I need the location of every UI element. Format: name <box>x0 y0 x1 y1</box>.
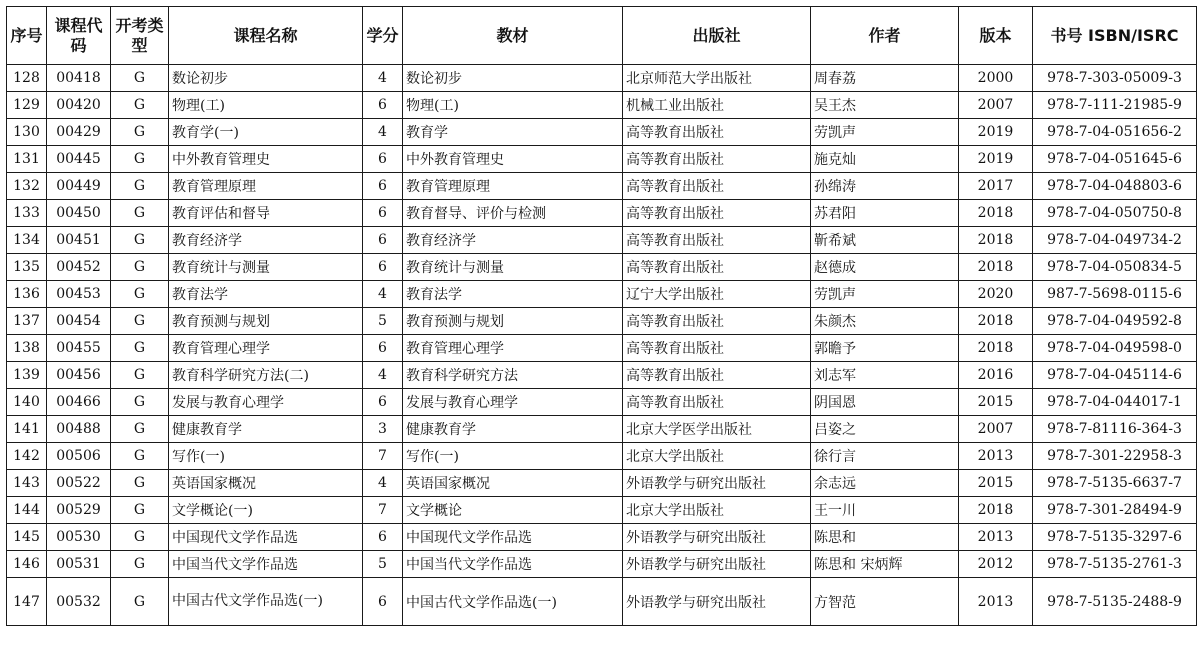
cell-seq: 144 <box>7 497 47 524</box>
cell-course: 教育统计与测量 <box>169 254 363 281</box>
cell-seq: 138 <box>7 335 47 362</box>
cell-publisher: 外语教学与研究出版社 <box>623 470 811 497</box>
cell-textbook: 发展与教育心理学 <box>403 389 623 416</box>
cell-publisher: 高等教育出版社 <box>623 308 811 335</box>
cell-code: 00466 <box>47 389 111 416</box>
cell-credit: 4 <box>363 65 403 92</box>
cell-seq: 142 <box>7 443 47 470</box>
cell-isbn: 978-7-04-045114-6 <box>1033 362 1197 389</box>
table-row <box>7 578 1197 626</box>
cell-course: 中国当代文学作品选 <box>169 551 363 578</box>
cell-isbn: 978-7-301-22958-3 <box>1033 443 1197 470</box>
cell-edition: 2013 <box>959 524 1033 551</box>
cell-isbn: 978-7-04-048803-6 <box>1033 173 1197 200</box>
cell-textbook: 教育经济学 <box>403 227 623 254</box>
table-row <box>7 200 1197 227</box>
cell-textbook: 教育学 <box>403 119 623 146</box>
cell-code: 00454 <box>47 308 111 335</box>
cell-credit: 6 <box>363 335 403 362</box>
cell-course: 物理(工) <box>169 92 363 119</box>
cell-code: 00445 <box>47 146 111 173</box>
cell-edition: 2016 <box>959 362 1033 389</box>
cell-code: 00488 <box>47 416 111 443</box>
cell-author: 方智范 <box>811 578 959 626</box>
table-body <box>7 65 1197 626</box>
cell-code: 00450 <box>47 200 111 227</box>
cell-type: G <box>111 551 169 578</box>
cell-edition: 2000 <box>959 65 1033 92</box>
cell-code: 00451 <box>47 227 111 254</box>
cell-author: 周春荔 <box>811 65 959 92</box>
cell-isbn: 978-7-5135-2488-9 <box>1033 578 1197 626</box>
cell-type: G <box>111 146 169 173</box>
cell-seq: 145 <box>7 524 47 551</box>
table-row <box>7 119 1197 146</box>
cell-author: 施克灿 <box>811 146 959 173</box>
cell-code: 00420 <box>47 92 111 119</box>
cell-edition: 2018 <box>959 254 1033 281</box>
cell-isbn: 978-7-04-050750-8 <box>1033 200 1197 227</box>
cell-seq: 140 <box>7 389 47 416</box>
cell-textbook: 教育科学研究方法 <box>403 362 623 389</box>
cell-isbn: 978-7-303-05009-3 <box>1033 65 1197 92</box>
cell-code: 00452 <box>47 254 111 281</box>
cell-course: 文学概论(一) <box>169 497 363 524</box>
table-row <box>7 92 1197 119</box>
header-textbook: 教材 <box>403 7 623 65</box>
cell-type: G <box>111 443 169 470</box>
cell-type: G <box>111 524 169 551</box>
cell-seq: 133 <box>7 200 47 227</box>
cell-course: 中国现代文学作品选 <box>169 524 363 551</box>
cell-publisher: 高等教育出版社 <box>623 335 811 362</box>
cell-type: G <box>111 308 169 335</box>
cell-credit: 3 <box>363 416 403 443</box>
cell-isbn: 978-7-04-049598-0 <box>1033 335 1197 362</box>
cell-textbook: 教育预测与规划 <box>403 308 623 335</box>
cell-isbn: 978-7-04-050834-5 <box>1033 254 1197 281</box>
cell-publisher: 高等教育出版社 <box>623 146 811 173</box>
cell-edition: 2019 <box>959 146 1033 173</box>
cell-credit: 6 <box>363 92 403 119</box>
cell-textbook: 中外教育管理史 <box>403 146 623 173</box>
cell-course: 教育科学研究方法(二) <box>169 362 363 389</box>
table-row <box>7 389 1197 416</box>
cell-code: 00449 <box>47 173 111 200</box>
header-seq: 序号 <box>7 7 47 65</box>
cell-publisher: 外语教学与研究出版社 <box>623 524 811 551</box>
cell-seq: 134 <box>7 227 47 254</box>
cell-publisher: 高等教育出版社 <box>623 227 811 254</box>
cell-author: 劳凯声 <box>811 281 959 308</box>
cell-textbook: 教育督导、评价与检测 <box>403 200 623 227</box>
header-isbn: 书号 ISBN/ISRC <box>1033 7 1197 65</box>
cell-course: 教育管理心理学 <box>169 335 363 362</box>
table-row <box>7 470 1197 497</box>
cell-isbn: 978-7-5135-2761-3 <box>1033 551 1197 578</box>
cell-seq: 129 <box>7 92 47 119</box>
cell-course: 发展与教育心理学 <box>169 389 363 416</box>
cell-publisher: 高等教育出版社 <box>623 119 811 146</box>
cell-edition: 2018 <box>959 497 1033 524</box>
cell-publisher: 辽宁大学出版社 <box>623 281 811 308</box>
table-row <box>7 362 1197 389</box>
cell-author: 郭瞻予 <box>811 335 959 362</box>
cell-edition: 2018 <box>959 200 1033 227</box>
cell-publisher: 北京师范大学出版社 <box>623 65 811 92</box>
cell-author: 刘志军 <box>811 362 959 389</box>
header-type: 开考类型 <box>111 7 169 65</box>
cell-seq: 143 <box>7 470 47 497</box>
cell-seq: 146 <box>7 551 47 578</box>
cell-author: 孙绵涛 <box>811 173 959 200</box>
cell-isbn: 978-7-301-28494-9 <box>1033 497 1197 524</box>
cell-credit: 6 <box>363 254 403 281</box>
cell-credit: 4 <box>363 362 403 389</box>
cell-isbn: 978-7-111-21985-9 <box>1033 92 1197 119</box>
table-row <box>7 281 1197 308</box>
cell-course: 数论初步 <box>169 65 363 92</box>
cell-isbn: 978-7-04-049734-2 <box>1033 227 1197 254</box>
table-row <box>7 335 1197 362</box>
cell-author: 余志远 <box>811 470 959 497</box>
cell-textbook: 文学概论 <box>403 497 623 524</box>
cell-type: G <box>111 227 169 254</box>
cell-author: 吴王杰 <box>811 92 959 119</box>
cell-type: G <box>111 470 169 497</box>
course-textbook-table <box>6 6 1197 626</box>
table-row <box>7 443 1197 470</box>
cell-course: 写作(一) <box>169 443 363 470</box>
cell-isbn: 978-7-04-051645-6 <box>1033 146 1197 173</box>
cell-type: G <box>111 362 169 389</box>
cell-edition: 2007 <box>959 416 1033 443</box>
cell-textbook: 教育管理心理学 <box>403 335 623 362</box>
cell-seq: 136 <box>7 281 47 308</box>
table-row <box>7 65 1197 92</box>
header-edition: 版本 <box>959 7 1033 65</box>
table-row <box>7 146 1197 173</box>
cell-author: 劳凯声 <box>811 119 959 146</box>
cell-seq: 131 <box>7 146 47 173</box>
cell-isbn: 978-7-04-051656-2 <box>1033 119 1197 146</box>
cell-seq: 139 <box>7 362 47 389</box>
cell-credit: 5 <box>363 551 403 578</box>
cell-textbook: 教育管理原理 <box>403 173 623 200</box>
cell-type: G <box>111 92 169 119</box>
cell-type: G <box>111 65 169 92</box>
cell-course: 教育管理原理 <box>169 173 363 200</box>
header-publisher: 出版社 <box>623 7 811 65</box>
cell-code: 00429 <box>47 119 111 146</box>
cell-edition: 2015 <box>959 470 1033 497</box>
cell-credit: 6 <box>363 200 403 227</box>
header-row <box>7 7 1197 65</box>
cell-code: 00522 <box>47 470 111 497</box>
header-course: 课程名称 <box>169 7 363 65</box>
cell-publisher: 高等教育出版社 <box>623 200 811 227</box>
cell-author: 阴国恩 <box>811 389 959 416</box>
cell-type: G <box>111 254 169 281</box>
cell-publisher: 高等教育出版社 <box>623 173 811 200</box>
cell-credit: 6 <box>363 227 403 254</box>
cell-author: 陈思和 <box>811 524 959 551</box>
cell-isbn: 978-7-81116-364-3 <box>1033 416 1197 443</box>
cell-edition: 2007 <box>959 92 1033 119</box>
cell-edition: 2019 <box>959 119 1033 146</box>
cell-edition: 2017 <box>959 173 1033 200</box>
cell-credit: 6 <box>363 524 403 551</box>
cell-code: 00455 <box>47 335 111 362</box>
cell-isbn: 978-7-5135-6637-7 <box>1033 470 1197 497</box>
table-row <box>7 551 1197 578</box>
cell-credit: 4 <box>363 281 403 308</box>
cell-type: G <box>111 173 169 200</box>
cell-type: G <box>111 578 169 626</box>
cell-course: 教育预测与规划 <box>169 308 363 335</box>
table-row <box>7 497 1197 524</box>
cell-course: 中国古代文学作品选(一) <box>169 578 363 626</box>
table-row <box>7 524 1197 551</box>
cell-edition: 2018 <box>959 227 1033 254</box>
cell-seq: 137 <box>7 308 47 335</box>
table-row <box>7 254 1197 281</box>
cell-textbook: 英语国家概况 <box>403 470 623 497</box>
cell-code: 00506 <box>47 443 111 470</box>
cell-publisher: 高等教育出版社 <box>623 389 811 416</box>
cell-author: 王一川 <box>811 497 959 524</box>
cell-seq: 128 <box>7 65 47 92</box>
cell-author: 苏君阳 <box>811 200 959 227</box>
cell-seq: 135 <box>7 254 47 281</box>
cell-course: 教育法学 <box>169 281 363 308</box>
cell-author: 朱颜杰 <box>811 308 959 335</box>
cell-type: G <box>111 497 169 524</box>
cell-isbn: 978-7-5135-3297-6 <box>1033 524 1197 551</box>
header-code: 课程代码 <box>47 7 111 65</box>
cell-code: 00456 <box>47 362 111 389</box>
cell-code: 00418 <box>47 65 111 92</box>
cell-author: 陈思和 宋炳辉 <box>811 551 959 578</box>
cell-credit: 5 <box>363 308 403 335</box>
cell-credit: 7 <box>363 443 403 470</box>
table-row <box>7 308 1197 335</box>
cell-seq: 132 <box>7 173 47 200</box>
table-row <box>7 416 1197 443</box>
cell-seq: 147 <box>7 578 47 626</box>
cell-code: 00531 <box>47 551 111 578</box>
cell-credit: 6 <box>363 578 403 626</box>
cell-textbook: 教育统计与测量 <box>403 254 623 281</box>
cell-publisher: 外语教学与研究出版社 <box>623 551 811 578</box>
cell-course: 教育经济学 <box>169 227 363 254</box>
cell-isbn: 978-7-04-049592-8 <box>1033 308 1197 335</box>
cell-type: G <box>111 281 169 308</box>
cell-course: 健康教育学 <box>169 416 363 443</box>
cell-type: G <box>111 200 169 227</box>
cell-author: 赵德成 <box>811 254 959 281</box>
cell-edition: 2020 <box>959 281 1033 308</box>
cell-code: 00532 <box>47 578 111 626</box>
cell-code: 00453 <box>47 281 111 308</box>
cell-edition: 2018 <box>959 308 1033 335</box>
table-row <box>7 173 1197 200</box>
cell-course: 教育学(一) <box>169 119 363 146</box>
cell-course: 英语国家概况 <box>169 470 363 497</box>
cell-seq: 141 <box>7 416 47 443</box>
cell-author: 徐行言 <box>811 443 959 470</box>
cell-edition: 2012 <box>959 551 1033 578</box>
cell-course: 教育评估和督导 <box>169 200 363 227</box>
cell-code: 00530 <box>47 524 111 551</box>
cell-course: 中外教育管理史 <box>169 146 363 173</box>
header-author: 作者 <box>811 7 959 65</box>
cell-credit: 4 <box>363 119 403 146</box>
cell-textbook: 健康教育学 <box>403 416 623 443</box>
cell-publisher: 高等教育出版社 <box>623 254 811 281</box>
cell-isbn: 987-7-5698-0115-6 <box>1033 281 1197 308</box>
cell-author: 吕姿之 <box>811 416 959 443</box>
cell-type: G <box>111 416 169 443</box>
cell-type: G <box>111 335 169 362</box>
cell-publisher: 北京大学出版社 <box>623 497 811 524</box>
cell-publisher: 外语教学与研究出版社 <box>623 578 811 626</box>
cell-author: 靳希斌 <box>811 227 959 254</box>
cell-textbook: 物理(工) <box>403 92 623 119</box>
cell-credit: 6 <box>363 173 403 200</box>
cell-publisher: 北京大学出版社 <box>623 443 811 470</box>
cell-textbook: 数论初步 <box>403 65 623 92</box>
cell-textbook: 教育法学 <box>403 281 623 308</box>
cell-publisher: 高等教育出版社 <box>623 362 811 389</box>
cell-credit: 6 <box>363 389 403 416</box>
cell-edition: 2013 <box>959 578 1033 626</box>
cell-type: G <box>111 119 169 146</box>
cell-textbook: 中国古代文学作品选(一) <box>403 578 623 626</box>
cell-publisher: 北京大学医学出版社 <box>623 416 811 443</box>
cell-type: G <box>111 389 169 416</box>
cell-credit: 7 <box>363 497 403 524</box>
cell-edition: 2013 <box>959 443 1033 470</box>
table-row <box>7 227 1197 254</box>
cell-credit: 6 <box>363 146 403 173</box>
cell-textbook: 写作(一) <box>403 443 623 470</box>
cell-code: 00529 <box>47 497 111 524</box>
cell-textbook: 中国现代文学作品选 <box>403 524 623 551</box>
header-credit: 学分 <box>363 7 403 65</box>
cell-isbn: 978-7-04-044017-1 <box>1033 389 1197 416</box>
cell-textbook: 中国当代文学作品选 <box>403 551 623 578</box>
cell-edition: 2018 <box>959 335 1033 362</box>
cell-seq: 130 <box>7 119 47 146</box>
cell-credit: 4 <box>363 470 403 497</box>
cell-publisher: 机械工业出版社 <box>623 92 811 119</box>
cell-edition: 2015 <box>959 389 1033 416</box>
